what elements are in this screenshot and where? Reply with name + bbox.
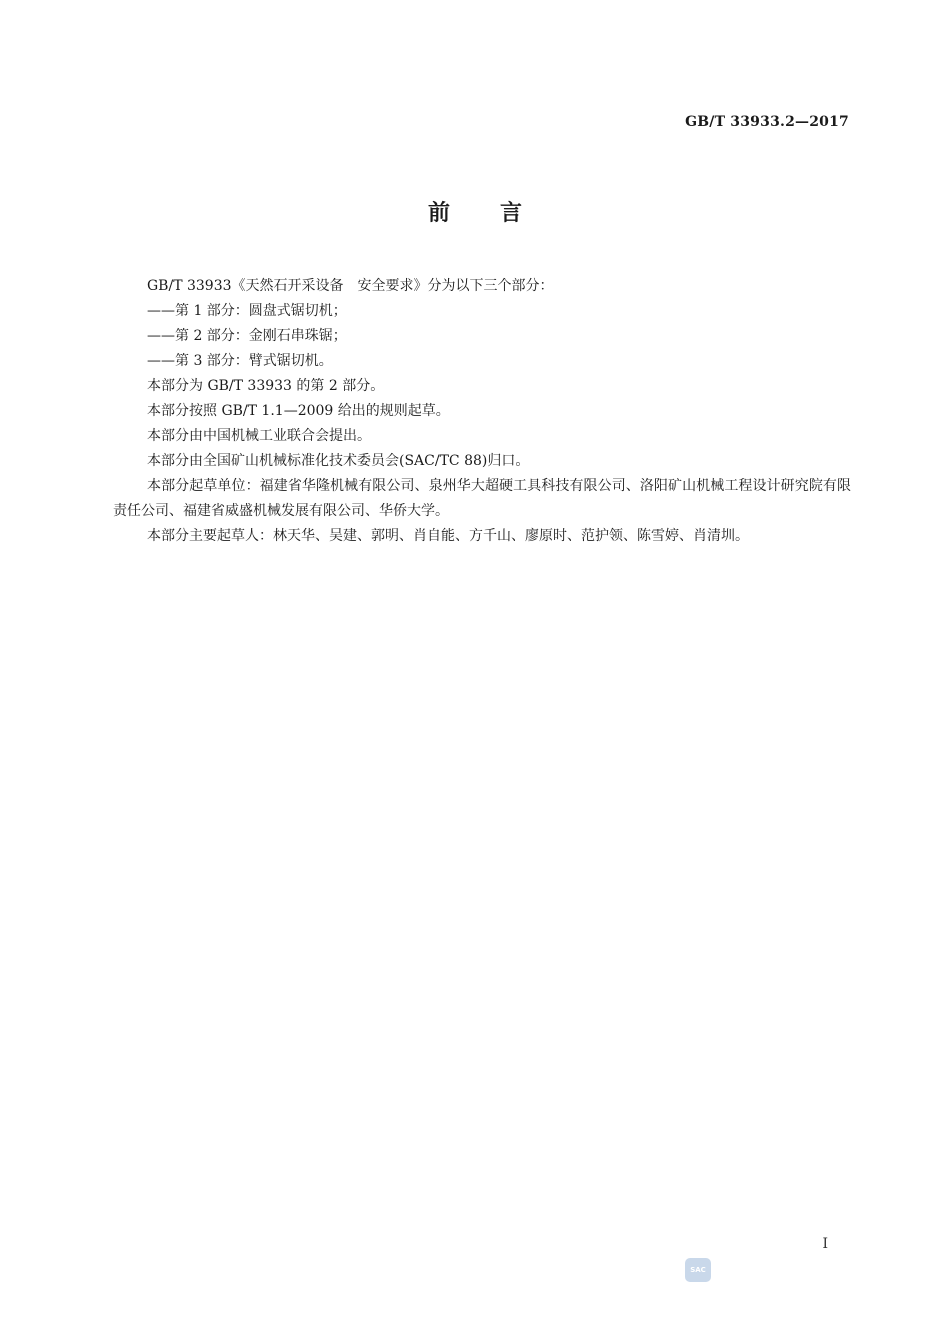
- paragraph-drafting-units: 本部分起草单位：福建省华隆机械有限公司、泉州华大超硬工具科技有限公司、洛阳矿山机械工程设计研究院有限责任公司、福建省威盛机械发展有限公司、华侨大学。: [113, 478, 851, 519]
- list-item-part-1: ——第 1 部分：圆盘式锯切机；: [147, 303, 347, 319]
- list-item-part-3: ——第 3 部分：臂式锯切机。: [147, 353, 333, 369]
- paragraph-intro: GB/T 33933《天然石开采设备 安全要求》分为以下三个部分：: [147, 278, 554, 294]
- sac-watermark-logo: SAC: [685, 1258, 711, 1282]
- paragraph-drafters: 本部分主要起草人：林天华、吴建、郭明、肖自能、方千山、廖原时、范护领、陈雪婷、肖清圳。: [147, 528, 749, 544]
- list-item-part-2: ——第 2 部分：金刚石串珠锯；: [147, 328, 347, 344]
- paragraph-centralized-by: 本部分由全国矿山机械标准化技术委员会(SAC/TC 88)归口。: [147, 453, 530, 469]
- paragraph-proposed-by: 本部分由中国机械工业联合会提出。: [147, 428, 371, 444]
- standard-number: GB/T 33933.2—2017: [685, 114, 849, 130]
- paragraph-part-statement: 本部分为 GB/T 33933 的第 2 部分。: [147, 378, 385, 394]
- page-number: I: [822, 1236, 828, 1252]
- paragraph-drafting-rules: 本部分按照 GB/T 1.1—2009 给出的规则起草。: [147, 403, 450, 419]
- page-title: 前言: [427, 201, 572, 226]
- foreword-body: [113, 274, 851, 549]
